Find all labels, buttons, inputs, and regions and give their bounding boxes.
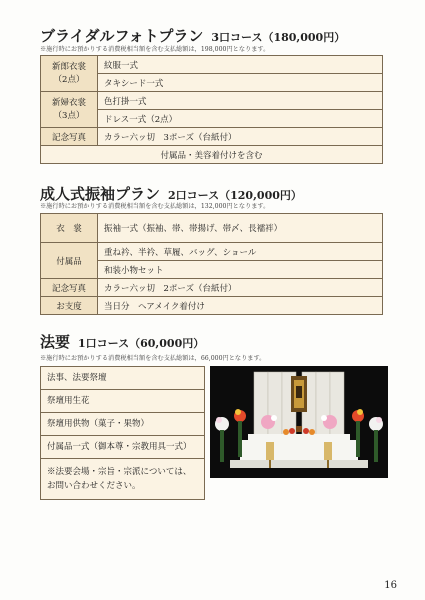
memorial-contact-note: ※法要会場・宗旨・宗派については、お問い合わせください。 xyxy=(47,467,192,491)
table-row xyxy=(41,297,383,315)
table-cell: 振袖一式（振袖、帯、帯揚げ、帯〆、長襦袢） xyxy=(98,214,383,243)
bridal-plan-note: ※施行時にお預かりする消費税相当額を含む支払総額は，198,000円となります。 xyxy=(40,46,270,53)
list-item: 祭壇用供物（菓子・果物） xyxy=(41,413,204,436)
table-row xyxy=(41,56,383,74)
table-cell: 当日分 ヘアメイク着付け xyxy=(98,297,383,315)
table-row xyxy=(41,243,383,261)
table-label-preparation: お支度 xyxy=(41,297,98,315)
table-label-photo: 記念写真 xyxy=(41,279,98,297)
table-cell: タキシード一式 xyxy=(98,74,383,92)
table-cell: ドレス一式（2点） xyxy=(98,110,383,128)
furisode-plan-course: 2口コース（120,000円） xyxy=(168,189,302,202)
memorial-plan-heading xyxy=(40,331,204,352)
memorial-plan-title: 法要 xyxy=(40,333,71,351)
furisode-plan-table xyxy=(40,213,383,315)
table-label-groom: 新郎衣裳 （2点） xyxy=(41,56,98,92)
table-cell: カラー六ッ切 3ポーズ（台紙付） xyxy=(98,128,383,146)
bridal-plan-table xyxy=(40,55,383,164)
memorial-items-box xyxy=(40,366,205,500)
list-item: 法事、法要祭壇 xyxy=(41,367,204,390)
table-cell: 紋服一式 xyxy=(98,56,383,74)
memorial-plan-note: ※施行時にお預かりする消費税相当額を含む支払総額は，66,000円となります。 xyxy=(40,355,266,362)
bridal-plan-title: ブライダルフォトプラン xyxy=(40,27,204,45)
table-label-costume: 衣 裳 xyxy=(41,214,98,243)
bridal-plan-course: 3口コース（180,000円） xyxy=(211,31,346,44)
page-number: 16 xyxy=(384,580,397,591)
list-item: 付属品一式（御本尊・宗教用具一式） xyxy=(41,436,204,459)
table-label-accessories: 付属品 xyxy=(41,243,98,279)
memorial-plan-course: 1口コース（60,000円） xyxy=(78,337,205,350)
furisode-plan-note: ※施行時にお預かりする消費税相当額を含む支払総額は，132,000円となります。 xyxy=(40,203,270,210)
table-row xyxy=(41,92,383,110)
list-item: 祭壇用生花 xyxy=(41,390,204,413)
table-label-photo: 記念写真 xyxy=(41,128,98,146)
table-row xyxy=(41,214,383,243)
memorial-altar-photo xyxy=(210,366,388,478)
furisode-plan-title: 成人式振袖プラン xyxy=(40,185,161,203)
table-footer-cell: 付属品・美容着付けを含む xyxy=(41,146,383,164)
table-cell: 重ね衿、半衿、草履、バッグ、ショール xyxy=(98,243,383,261)
table-label-bride: 新婦衣裳 （3点） xyxy=(41,92,98,128)
table-row xyxy=(41,128,383,146)
bridal-plan-heading xyxy=(40,25,345,46)
table-cell: 和装小物セット xyxy=(98,261,383,279)
table-row xyxy=(41,279,383,297)
table-cell: 色打掛一式 xyxy=(98,92,383,110)
table-cell: カラー六ッ切 2ポーズ（台紙付） xyxy=(98,279,383,297)
table-row xyxy=(41,146,383,164)
